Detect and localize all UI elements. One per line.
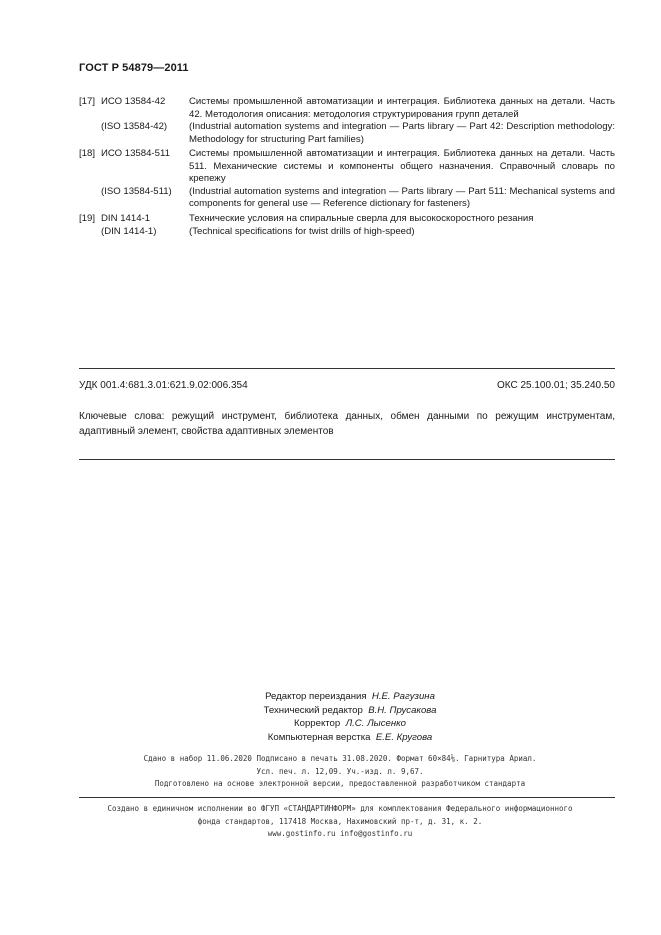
divider-bottom bbox=[79, 459, 615, 460]
reference-title-en: (Technical specifications for twist drills of high-speed) bbox=[189, 225, 415, 237]
reference-number: [17] bbox=[79, 96, 96, 107]
reference-title-en: (Industrial automation systems and integration — Parts library — Part 42: Description methodology: Methodology for structuring Part families) bbox=[189, 121, 615, 145]
reference-title-ru: Системы промышленной автоматизации и интеграция. Библиотека данных на детали. Часть 511. Механические системы и компоненты общего назначения. Справочный словарь по крепежу bbox=[189, 148, 615, 184]
imprint-line: Подготовлено на основе электронной версии, предоставленной разработчиком стандарта bbox=[154, 779, 526, 788]
keywords: Ключевые слова: режущий инструмент, библиотека данных, обмен данными по режущим инструментам, адаптивный элемент, свойства адаптивных элементов bbox=[79, 411, 615, 437]
oks-code: ОКС 25.100.01; 35.240.50 bbox=[496, 380, 615, 391]
staff-line: Технический редактор В.Н. Прусакова bbox=[263, 704, 437, 716]
staff-line: Компьютерная верстка Е.Е. Кругова bbox=[267, 731, 433, 743]
reference-code: ИСО 13584-511 bbox=[101, 148, 170, 159]
editorial-staff bbox=[200, 690, 500, 744]
divider-top bbox=[79, 368, 615, 369]
reference-19 bbox=[79, 213, 615, 238]
reference-title-en: (Industrial automation systems and integration — Parts library — Part 511: Mechanical systems and components for general use — Reference dictionary for fasteners) bbox=[189, 185, 615, 209]
reference-code: ИСО 13584-42 bbox=[101, 96, 166, 107]
publisher-line: фонда стандартов, 117418 Москва, Нахимовский пр-т, д. 31, к. 2. bbox=[197, 816, 483, 826]
reference-title-ru: Технические условия на спиральные сверла для высокоскоростного резания bbox=[189, 213, 534, 224]
reference-code-en: (ISO 13584-42) bbox=[101, 121, 168, 132]
udk-code: УДК 001.4:681.3.01:621.9.02:006.354 bbox=[79, 380, 248, 391]
staff-line: Корректор Л.С. Лысенко bbox=[294, 718, 406, 729]
imprint-line: Усл. печ. л. 12,09. Уч.-изд. л. 9,67. bbox=[256, 766, 424, 776]
reference-number: [18] bbox=[79, 148, 96, 159]
reference-code-en: (DIN 1414-1) bbox=[101, 225, 157, 237]
imprint-line: Сдано в набор 11.06.2020 Подписано в печать 31.08.2020. Формат 60×84⅛. Гарнитура Ариал. bbox=[143, 754, 537, 763]
publisher-links: www.gostinfo.ru info@gostinfo.ru bbox=[267, 829, 413, 838]
reference-18 bbox=[79, 148, 615, 211]
publisher-line: Создано в единичном исполнении во ФГУП «СТАНДАРТИНФОРМ» для комплектования Федерального информационного bbox=[107, 804, 573, 813]
reference-title-ru: Системы промышленной автоматизации и интеграция. Библиотека данных на детали. Часть 42. Методология описания: методология структурирования групп деталей bbox=[189, 96, 615, 120]
reference-number: [19] bbox=[79, 213, 96, 224]
reference-code-en: (ISO 13584-511) bbox=[101, 185, 172, 197]
imprint bbox=[100, 753, 580, 791]
staff-line: Редактор переиздания Н.Е. Рагузина bbox=[265, 691, 435, 702]
divider-publisher bbox=[79, 797, 615, 798]
reference-17 bbox=[79, 96, 615, 146]
reference-code: DIN 1414-1 bbox=[101, 213, 151, 224]
document-header: ГОСТ Р 54879—2011 bbox=[79, 62, 189, 74]
publisher-info bbox=[60, 803, 620, 841]
